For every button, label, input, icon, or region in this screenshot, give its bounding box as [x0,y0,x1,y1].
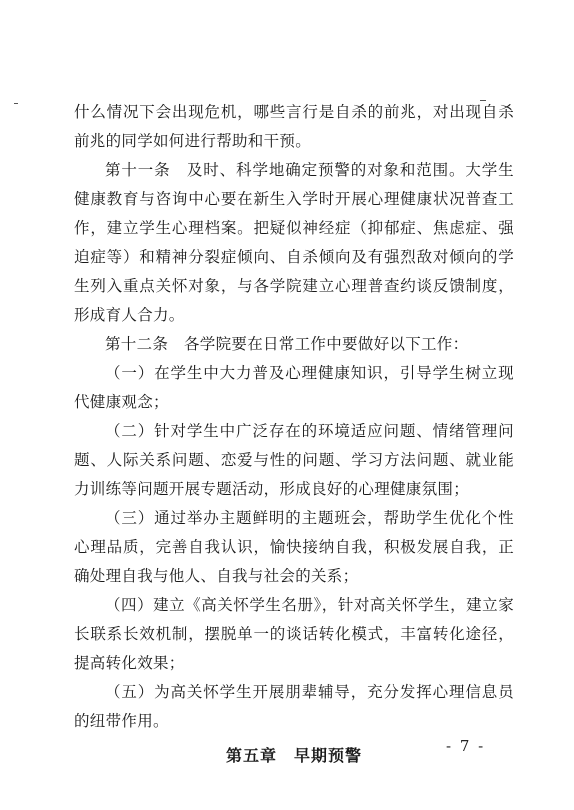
list-item-2: （二）针对学生中广泛存在的环境适应问题、情绪管理问题、人际关系问题、恋爱与性的问题、学习方法问题、就业能力训练等问题开展专题活动，形成良好的心理健康氛围； [74,422,514,498]
list-item-4: （四）建立《高关怀学生名册》，针对高关怀学生，建立家长联系长效机制，摆脱单一的谈话转化模式，丰富转化途径，提高转化效果； [74,596,514,672]
article-12: 第十二条 各学院要在日常工作中要做好以下工作： [105,335,469,353]
list-item-5: （五）为高关怀学生开展朋辈辅导，充分发挥心理信息员的纽带作用。 [74,683,514,730]
chapter-heading: 第五章 早期预警 [225,746,362,765]
article-11: 第十一条 及时、科学地确定预警的对象和范围。大学生健康教育与咨询中心要在新生入学时开展心理健康状况普查工作，建立学生心理档案。把疑似神经症（抑郁症、焦虑症、强迫症等）和精神分裂症倾向、自杀倾向及有强烈敌对倾向的学生列入重点关怀对象，与各学院建立心理普查约谈反馈制度，形成育人合力。 [74,161,514,324]
list-item-1: （一）在学生中大力普及心理健康知识，引导学生树立现代健康观念； [74,364,514,411]
page-number: - 7 - [446,737,486,755]
list-item-3: （三）通过举办主题鲜明的主题班会，帮助学生优化个性心理品质，完善自我认识，愉快接纳自我，积极发展自我，正确处理自我与他人、自我与社会的关系； [74,509,514,585]
document-body [74,98,514,770]
scan-mark-left [14,103,18,104]
paragraph-continuation: 什么情况下会出现危机，哪些言行是自杀的前兆，对出现自杀前兆的同学如何进行帮助和干预。 [74,103,514,150]
